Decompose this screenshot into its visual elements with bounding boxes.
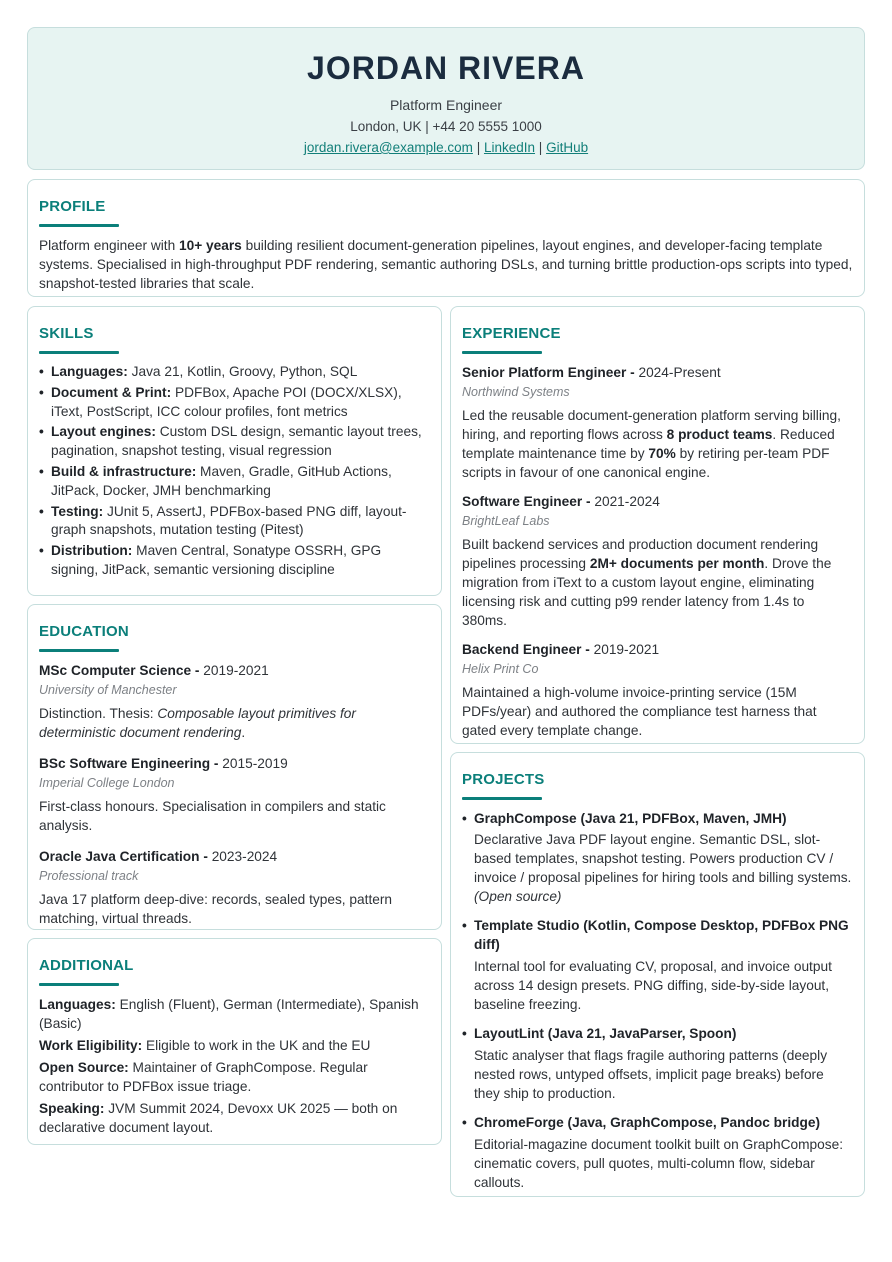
skills-heading: SKILLS	[39, 325, 94, 342]
skill-item: • Distribution: Maven Central, Sonatype OSSRH, GPG signing, JitPack, semantic versioning discipline	[39, 542, 430, 580]
linkedin-link[interactable]: LinkedIn	[483, 140, 536, 155]
heading-rule	[462, 351, 542, 354]
education-entry: Oracle Java Certification - 2023-2024 Professional track Java 17 platform deep-dive: records, sealed types, pattern matching, virtual threads.	[39, 849, 393, 926]
skill-item: • Layout engines: Custom DSL design, semantic layout trees, pagination, snapshot testing, visual regression	[39, 423, 430, 461]
job-title: Platform Engineer	[389, 97, 503, 113]
email-link[interactable]: jordan.rivera@example.com	[303, 140, 473, 155]
experience-entry: Software Engineer - 2021-2024 BrightLeaf Labs Built backend services and production document rendering pipelines processing 2M+ documents per month. Drove the migration from iText to a custom layout engine, eliminating licensing risk and cutting p99 render latency from 1.4s to 380ms.	[462, 494, 832, 628]
contact-links	[28, 140, 864, 155]
additional-row: Speaking: JVM Summit 2024, Devoxx UK 2025 — both on declarative document layout.	[39, 1101, 398, 1135]
experience-heading: EXPERIENCE	[462, 325, 561, 342]
projects-heading: PROJECTS	[462, 771, 545, 788]
experience-card	[450, 306, 865, 744]
skills-list	[39, 363, 430, 580]
additional-row: Open Source: Maintainer of GraphCompose. Regular contributor to PDFBox issue triage.	[39, 1060, 368, 1094]
profile-card	[27, 179, 865, 297]
header-card	[27, 27, 865, 170]
location-phone: London, UK | +44 20 5555 1000	[350, 119, 542, 134]
additional-row: Languages: English (Fluent), German (Intermediate), Spanish (Basic)	[39, 997, 419, 1031]
heading-rule	[39, 649, 119, 652]
skill-item: • Testing: JUnit 5, AssertJ, PDFBox-based PNG diff, layout-graph snapshots, mutation testing (Pitest)	[39, 503, 430, 541]
additional-row: Work Eligibility: Eligible to work in the UK and the EU	[39, 1038, 371, 1053]
project-item: • Template Studio (Kotlin, Compose Desktop, PDFBox PNG diff) Internal tool for evaluating CV, proposal, and invoice output across 14 design presets. PNG diffing, side-by-side layout, baseline freezing.	[462, 916, 853, 1014]
education-heading: EDUCATION	[39, 623, 129, 640]
github-link[interactable]: GitHub	[546, 140, 589, 155]
candidate-name: JORDAN RIVERA	[307, 50, 585, 86]
skill-item: • Languages: Java 21, Kotlin, Groovy, Python, SQL	[39, 363, 430, 382]
project-item: • ChromeForge (Java, GraphCompose, Pandoc bridge) Editorial-magazine document toolkit built on GraphCompose: cinematic covers, pull quotes, multi-column flow, sidebar callouts.	[462, 1113, 853, 1192]
experience-entry: Senior Platform Engineer - 2024-Present Northwind Systems Led the reusable document-generation platform serving billing, hiring, and reporting flows across 8 product teams. Reduced template maintenance time by 70% by retiring per-team PDF scripts in favour of one canonical engine.	[462, 365, 841, 480]
education-card	[27, 604, 442, 930]
heading-rule	[39, 224, 119, 227]
project-item: • LayoutLint (Java 21, JavaParser, Spoon) Static analyser that flags fragile authoring patterns (deeply nested rows, untyped offsets, implicit page breaks) before they ship to production.	[462, 1024, 853, 1103]
skills-card	[27, 306, 442, 596]
experience-entry: Backend Engineer - 2019-2021 Helix Print Co Maintained a high-volume invoice-printing service (15M PDFs/year) and authored the compliance test harness that gated every template change.	[462, 642, 817, 738]
heading-rule	[39, 983, 119, 986]
profile-heading: PROFILE	[39, 198, 106, 215]
additional-heading: ADDITIONAL	[39, 957, 134, 974]
link-separator: |	[538, 140, 543, 155]
education-entry: MSc Computer Science - 2019-2021 University of Manchester Distinction. Thesis: Composable layout primitives for deterministic document rendering.	[39, 663, 356, 740]
heading-rule	[462, 797, 542, 800]
link-separator: |	[476, 140, 481, 155]
profile-text: Platform engineer with 10+ years building resilient document-generation pipelines, layout engines, and developer-facing template systems. Specialised in high-throughput PDF rendering, semantic authoring DSLs, and turning brittle production-ops scripts into typed, snapshot-tested libraries that scale.	[39, 238, 853, 291]
skill-item: • Document & Print: PDFBox, Apache POI (DOCX/XLSX), iText, PostScript, ICC colour profiles, font metrics	[39, 384, 430, 422]
project-item: • GraphCompose (Java 21, PDFBox, Maven, JMH) Declarative Java PDF layout engine. Semantic DSL, slot-based templates, snapshot testing. Powers production CV / invoice / proposal pipelines for hiring tools and billing systems. (Open source)	[462, 809, 853, 906]
skill-item: • Build & infrastructure: Maven, Gradle, GitHub Actions, JitPack, Docker, JMH benchmarking	[39, 463, 430, 501]
heading-rule	[39, 351, 119, 354]
additional-card	[27, 938, 442, 1145]
projects-card	[450, 752, 865, 1197]
education-entry: BSc Software Engineering - 2015-2019 Imperial College London First-class honours. Specialisation in compilers and static analysis.	[39, 756, 386, 833]
